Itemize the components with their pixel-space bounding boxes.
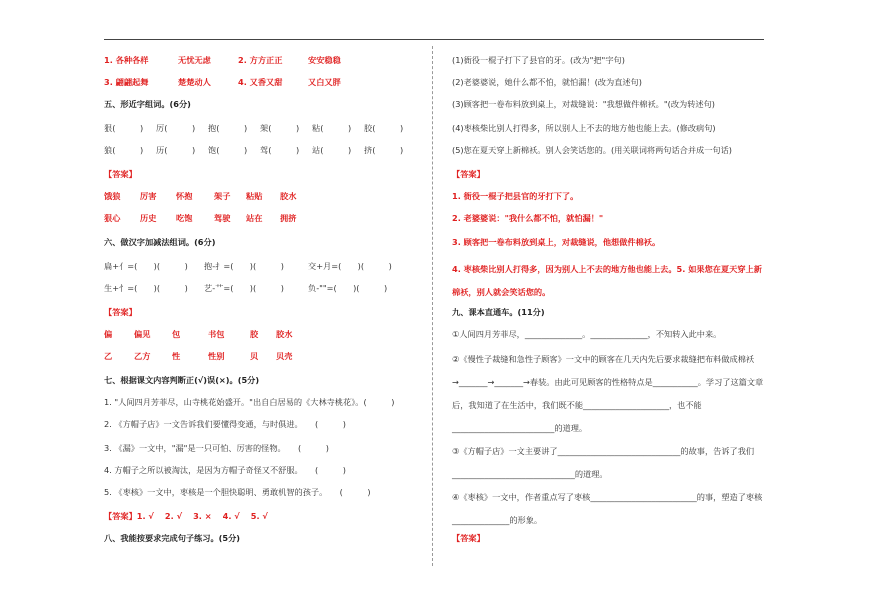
answer-word: 粘贴: [246, 191, 263, 201]
answer-word: 1. 各种各样: [104, 55, 149, 65]
exercise-cell: 负-""=( )( ): [308, 283, 388, 293]
answer-word: 4. 又香又甜: [238, 77, 283, 87]
exercise-cell: 狠( ): [104, 123, 144, 133]
judge-item: 1. "人间四月芳菲尽，山寺桃花始盛开。"出自白居易的《大林寺桃花》。( ): [104, 397, 395, 407]
sentence-item: (3)顾客把一卷布料放到桌上，对裁缝说："我想做件棉袄。"(改为转述句): [452, 99, 715, 109]
exercise-cell: 饱( ): [208, 145, 248, 155]
answer-label: 【答案】: [452, 169, 485, 179]
answer-word: 又白又胖: [308, 77, 341, 87]
sentence-answer: 4. 枣核柴比别人打得多，因为别人上不去的地方他也能上去。5. 如果您在夏天穿上新棉袄，别人就会笑话您的。: [452, 264, 762, 297]
exercise-cell: 抱-扌=( )( ): [204, 261, 284, 271]
exercise-cell: 狼( ): [104, 145, 144, 155]
answer-word: 吃饱: [176, 213, 193, 223]
judge-item: 5. 《枣核》一文中，枣核是一个胆快聪明、勇敢机智的孩子。 ( ): [104, 487, 371, 497]
exercise-cell: 粘( ): [312, 123, 352, 133]
sentence-item: (1)衙役一棍子打下了县官的牙。(改为"把"字句): [452, 55, 625, 65]
answer-word: 2. 方方正正: [238, 55, 283, 65]
sentence-item: (5)您在夏天穿上新棉袄。别人会笑话您的。(用关联词将两句话合并成一句话): [452, 145, 732, 155]
section-7-title: 七、根据课文内容判断正(√)误(×)。(5分): [104, 375, 260, 385]
exercise-cell: 架( ): [260, 123, 300, 133]
answer-word: 架子: [214, 191, 231, 201]
exercise-cell: 胶( ): [364, 123, 404, 133]
section-9-title: 九、课本直通车。(11分): [452, 307, 545, 317]
answer-word: 怀抱: [176, 191, 193, 201]
answer-word: 书包: [208, 329, 225, 339]
sentence-item: (2)老婆婆说，她什么都不怕，就怕漏！(改为直述句): [452, 77, 642, 87]
recall-item: ③《方帽子店》一文主要讲了______________________________的故事，告诉了我们______________________________的道理。: [452, 446, 755, 479]
answer-word: 贝壳: [276, 351, 293, 361]
answer-word: 乙方: [134, 351, 151, 361]
sentence-answer: 1. 衙役一棍子把县官的牙打下了。: [452, 191, 579, 201]
exercise-cell: 厉( ): [156, 123, 196, 133]
exercise-cell: 艺-艹=( )( ): [204, 283, 284, 293]
answer-word: 性: [172, 351, 181, 361]
answer-word: 偏见: [134, 329, 151, 339]
answer-word: 乙: [104, 351, 113, 361]
recall-item: ④《枣核》一文中，作者重点写了枣核__________________________的事，塑造了枣核______________的形象。: [452, 492, 763, 525]
answer-word: 饿狼: [104, 191, 121, 201]
sentence-item: (4)枣核柴比别人打得多，所以别人上不去的地方他也能上去。(修改病句): [452, 123, 716, 133]
answer-word: 性别: [208, 351, 225, 361]
exercise-cell: 抱( ): [208, 123, 248, 133]
answer-word: 厉害: [140, 191, 157, 201]
answer-word: 3. 翩翩起舞: [104, 77, 149, 87]
header-rule: [104, 39, 764, 40]
exercise-cell: 扁+亻=( )( ): [104, 261, 188, 271]
answer-word: 包: [172, 329, 181, 339]
sentence-answer: 2. 老婆婆说："我什么都不怕，就怕漏！": [452, 213, 604, 223]
answer-word: 楚楚动人: [178, 77, 211, 87]
answer-word: 胶水: [280, 191, 297, 201]
answer-word: 无忧无虑: [178, 55, 211, 65]
section-6-title: 六、做汉字加减法组词。(6分): [104, 237, 216, 247]
section-5-title: 五、形近字组词。(6分): [104, 99, 191, 109]
answer-word: 偏: [104, 329, 113, 339]
exercise-cell: 驾( ): [260, 145, 300, 155]
answer-word: 安安稳稳: [308, 55, 341, 65]
answer-word: 拥挤: [280, 213, 297, 223]
answer-word: 狠心: [104, 213, 121, 223]
answer-word: 历史: [140, 213, 157, 223]
exercise-cell: 挤( ): [364, 145, 404, 155]
judge-answers: 【答案】1. √ 2. √ 3. × 4. √ 5. √: [104, 511, 268, 521]
answer-word: 贝: [250, 351, 259, 361]
section-8-title: 八、我能按要求完成句子练习。(5分): [104, 533, 240, 543]
exercise-cell: 站( ): [312, 145, 352, 155]
answer-word: 胶: [250, 329, 259, 339]
answer-label: 【答案】: [104, 307, 137, 317]
column-divider: [432, 46, 433, 566]
exercise-cell: 交+月=( )( ): [308, 261, 392, 271]
recall-item: ①人间四月芳菲尽，______________。______________，不知转入此中来。: [452, 329, 722, 339]
answer-word: 胶水: [276, 329, 293, 339]
sentence-answer: 3. 顾客把一卷布料放到桌上，对裁缝说，他想做件棉袄。: [452, 237, 661, 247]
exercise-cell: 历( ): [156, 145, 196, 155]
recall-item: ②《慢性子裁缝和急性子顾客》一文中的顾客在几天内先后要求裁缝把布料做成棉袄→_______→_______→春装。由此可见顾客的性格特点是___________。学习了这篇文章后，我知道了在生活中，我们既不能_____________________，也不能_________________________的道理。: [452, 354, 764, 433]
judge-item: 3. 《漏》一文中，"漏"是一只可怕、厉害的怪物。 ( ): [104, 443, 329, 453]
answer-word: 驾驶: [214, 213, 231, 223]
answer-word: 站在: [246, 213, 263, 223]
exercise-cell: 生+忄=( )( ): [104, 283, 188, 293]
judge-item: 2. 《方帽子店》一文告诉我们要懂得变通，与时俱进。 ( ): [104, 419, 346, 429]
answer-label: 【答案】: [452, 533, 485, 543]
answer-label: 【答案】: [104, 169, 137, 179]
judge-item: 4. 方帽子之所以被淘汰，是因为方帽子奇怪又不舒服。 ( ): [104, 465, 346, 475]
